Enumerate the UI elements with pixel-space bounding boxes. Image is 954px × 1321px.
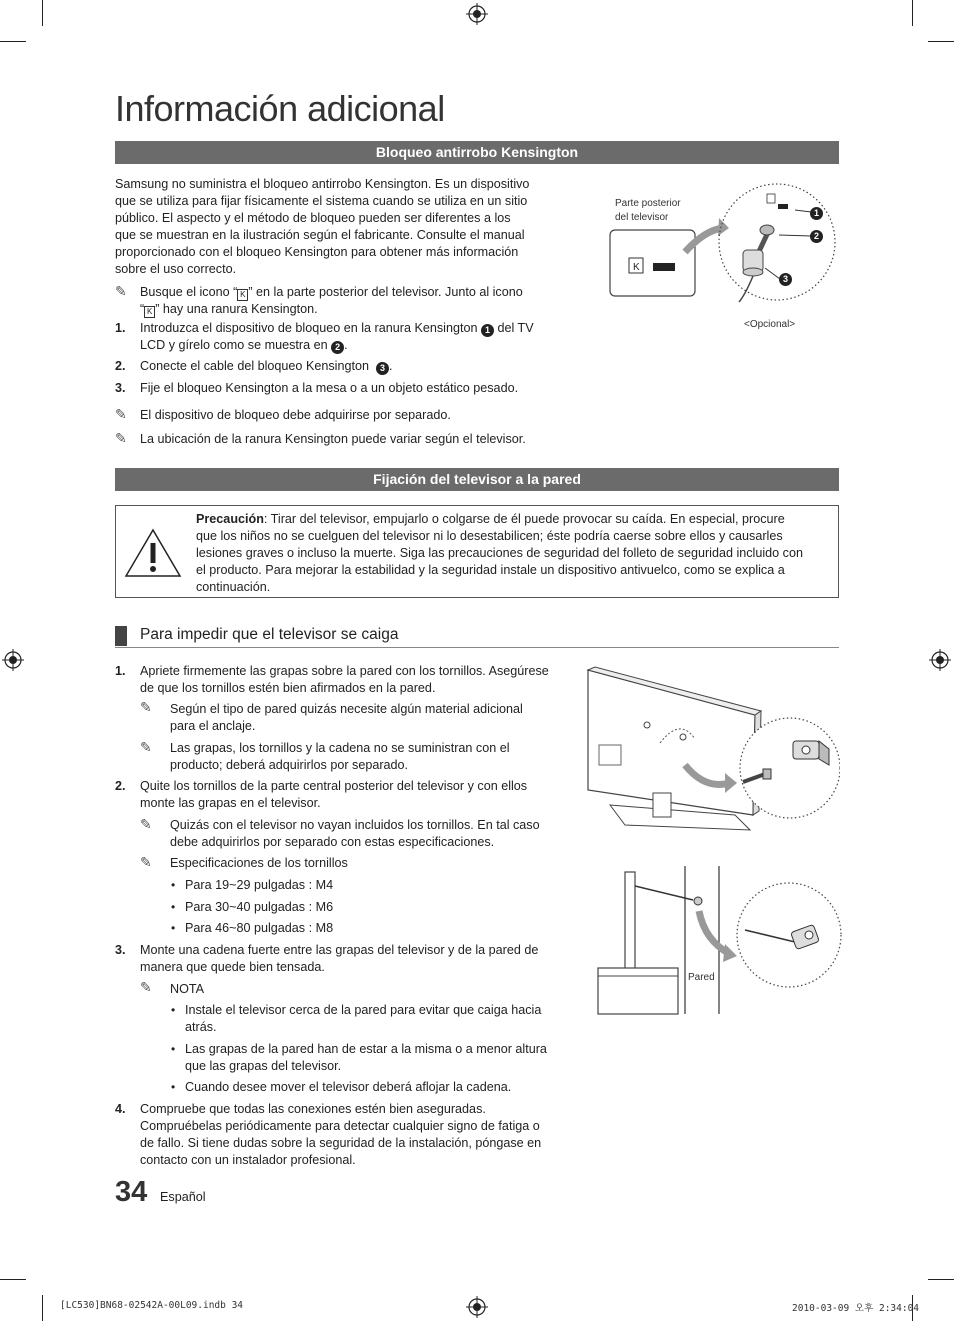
- crop-mark: [0, 41, 26, 42]
- registration-mark-icon: [929, 649, 951, 671]
- svg-text:K: K: [633, 262, 640, 273]
- figure-optional-label: <Opcional>: [744, 319, 796, 330]
- nota-bullet-1: Instale el televisor cerca de la pared para evitar que caiga hacia atrás.: [185, 1003, 542, 1034]
- bullet: •: [171, 921, 176, 935]
- figure-label-rear: Parte posterior del televisor: [615, 198, 681, 223]
- bullet: •: [171, 900, 176, 914]
- wall-label: Pared: [688, 972, 715, 983]
- page-language: Español: [160, 1190, 206, 1204]
- wall-step-4: Compruebe que todas las conexiones estén bien aseguradas. Compruébelas periódicamente para detectar cualquier signo de fatiga o de fallo. Si tiene dudas sobre la seguridad de la instalación, póngase en contacto con un instalador profesional.: [140, 1102, 542, 1167]
- kensington-k-icon: K: [144, 306, 155, 318]
- tv-rear-figure: [585, 665, 840, 840]
- step-number: 2.: [115, 779, 126, 793]
- crop-mark: [928, 1279, 954, 1280]
- kensington-intro: Samsung no suministra el bloqueo antirrobo Kensington. Es un dispositivo que se utiliza para fijar físicamente el sistema cuando se utiliza en un sitio público. El aspecto y el método de bloqueo pueden ser diferentes a los que se muestran en la ilustración según el fabricante. Consulte el manual proporcionado con el bloqueo Kensington para obtener más información sobre el uso correcto.: [115, 177, 530, 276]
- wall-step-2-note-2: Especificaciones de los tornillos: [170, 856, 348, 870]
- kensington-step-1: Introduzca el dispositivo de bloqueo en la ranura Kensington 1 del TV LCD y gírelo como se muestra en 2 .: [140, 321, 534, 352]
- registration-mark-icon: [466, 3, 488, 25]
- page-number: 34: [115, 1176, 148, 1208]
- callout-3-icon: 3: [779, 273, 792, 286]
- registration-mark-icon: [2, 649, 24, 671]
- kensington-k-icon: K: [237, 289, 248, 301]
- bullet: •: [171, 878, 176, 892]
- step-number: 3.: [115, 943, 126, 957]
- callout-2-icon: 2: [331, 341, 344, 354]
- pencil-note-icon: ✎: [140, 854, 152, 870]
- bullet: •: [171, 1042, 176, 1056]
- footer-date: 2010-03-09 오후 2:34:04: [792, 1303, 920, 1314]
- callout-1-icon: 1: [810, 207, 823, 220]
- subheading-marker: [115, 626, 127, 646]
- kensington-note-3: La ubicación de la ranura Kensington puede variar según el televisor.: [140, 432, 526, 446]
- wall-step-3: Monte una cadena fuerte entre las grapas del televisor y de la pared de manera que quede bien tensada.: [140, 943, 539, 974]
- wall-step-1-note-2: Las grapas, los tornillos y la cadena no se suministran con el producto; deberá adquirirlos por separado.: [170, 741, 510, 772]
- bullet: •: [171, 1003, 176, 1017]
- callout-1-icon: 1: [481, 324, 494, 337]
- step-number: 2.: [115, 359, 126, 373]
- pencil-note-icon: ✎: [140, 699, 152, 715]
- nota-bullet-3: Cuando desee mover el televisor deberá aflojar la cadena.: [185, 1080, 512, 1094]
- subheading-text: Para impedir que el televisor se caiga: [140, 626, 399, 643]
- step-number: 3.: [115, 381, 126, 395]
- warning-triangle-icon: [124, 528, 182, 578]
- kensington-step-3: Fije el bloqueo Kensington a la mesa o a un objeto estático pesado.: [140, 381, 519, 395]
- callout-2-icon: 2: [810, 230, 823, 243]
- pencil-note-icon: ✎: [115, 283, 127, 299]
- subheading: [115, 624, 839, 648]
- crop-mark: [0, 1279, 26, 1280]
- crop-mark: [928, 41, 954, 42]
- screw-spec: Para 30~40 pulgadas : M6: [185, 900, 334, 914]
- screw-spec: Para 19~29 pulgadas : M4: [185, 878, 334, 892]
- wall-step-2: Quite los tornillos de la parte central posterior del televisor y con ellos monte las grapas en el televisor.: [140, 779, 528, 810]
- crop-mark: [42, 0, 43, 26]
- kensington-step-2: Conecte el cable del bloqueo Kensington 3 .: [140, 359, 393, 373]
- pencil-note-icon: ✎: [115, 406, 127, 422]
- section-heading-wall: Fijación del televisor a la pared: [115, 468, 839, 491]
- pencil-note-icon: ✎: [140, 739, 152, 755]
- nota-label: NOTA: [170, 982, 205, 996]
- callout-3-icon: 3: [376, 362, 389, 375]
- screw-spec: Para 46~80 pulgadas : M8: [185, 921, 334, 935]
- step-number: 1.: [115, 321, 126, 335]
- crop-mark: [42, 1295, 43, 1321]
- kensington-note-2: El dispositivo de bloqueo debe adquirirse por separado.: [140, 408, 451, 422]
- caution-text: Precaución: Tirar del televisor, empujarlo o colgarse de él puede provocar su caída. En especial, procure que los niños no se cuelguen del televisor ni lo desestabilicen; éste podría caerse sobre ellos y causarles lesiones graves o incluso la muerte. Siga las precauciones de seguridad del folleto de seguridad incluido con el producto. Para mejorar la estabilidad y la seguridad instale un dispositivo antivuelco, como se explica a continuación.: [196, 512, 803, 594]
- wall-step-1: Apriete firmemente las grapas sobre la pared con los tornillos. Asegúrese de que los tornillos estén bien afirmados en la pared.: [140, 664, 549, 695]
- section-heading-kensington: Bloqueo antirrobo Kensington: [115, 141, 839, 164]
- pencil-note-icon: ✎: [115, 430, 127, 446]
- step-number: 4.: [115, 1102, 126, 1116]
- wall-step-1-note-1: Según el tipo de pared quizás necesite algún material adicional para el anclaje.: [170, 702, 523, 733]
- kensington-figure: [605, 180, 840, 305]
- crop-mark: [912, 0, 913, 26]
- wall-step-2-note-1: Quizás con el televisor no vayan incluidos los tornillos. En tal caso debe adquirirlos por separado con estas especificaciones.: [170, 818, 540, 849]
- registration-mark-icon: [466, 1296, 488, 1318]
- step-number: 1.: [115, 664, 126, 678]
- bullet: •: [171, 1080, 176, 1094]
- footer-file: [LC530]BN68-02542A-00L09.indb 34: [60, 1300, 244, 1311]
- pencil-note-icon: ✎: [140, 979, 152, 995]
- kensington-note-1: Busque el icono “ K ” en la parte posterior del televisor. Junto al icono “ K ” hay una ranura Kensington.: [140, 285, 523, 316]
- tv-wall-figure: [595, 866, 845, 1016]
- nota-bullet-2: Las grapas de la pared han de estar a la misma o a menor altura que las grapas del televisor.: [185, 1042, 547, 1073]
- pencil-note-icon: ✎: [140, 816, 152, 832]
- caution-box: [115, 505, 839, 598]
- page-title: Información adicional: [115, 88, 445, 129]
